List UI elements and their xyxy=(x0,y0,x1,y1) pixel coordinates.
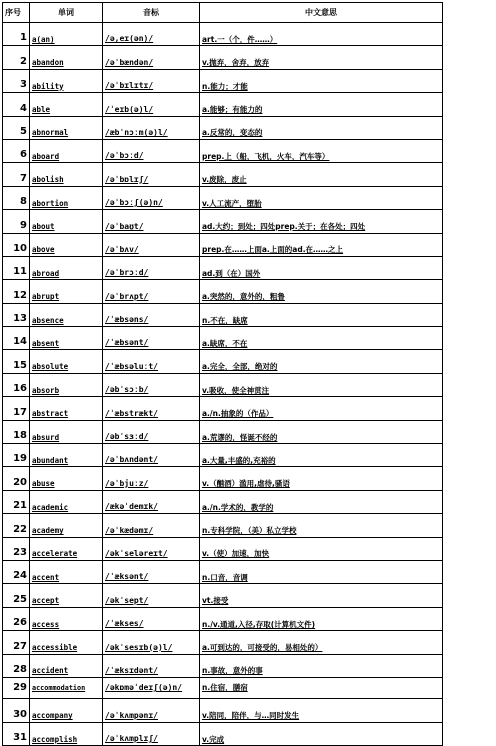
row-number: 9 xyxy=(3,210,30,233)
row-word: accessible xyxy=(30,631,103,654)
row-word: a(an) xyxy=(30,23,103,46)
table-row xyxy=(3,93,443,116)
row-meaning: ad.到（在）国外 xyxy=(200,256,443,279)
row-meaning: a.能够；有能力的 xyxy=(200,93,443,116)
row-number: 8 xyxy=(3,186,30,209)
row-meaning: a.反常的，变态的 xyxy=(200,116,443,139)
row-phonetic: /əbˈsɜːd/ xyxy=(103,420,200,443)
row-phonetic: /ækəˈdemɪk/ xyxy=(103,490,200,513)
row-number: 11 xyxy=(3,256,30,279)
row-word: accomplish xyxy=(30,722,103,745)
table-row xyxy=(3,186,443,209)
row-phonetic: /ˈæksənt/ xyxy=(103,560,200,583)
row-phonetic: /əkˈseləreɪt/ xyxy=(103,537,200,560)
row-word: aboard xyxy=(30,139,103,162)
table-row xyxy=(3,631,443,654)
header-meaning: 中文意思 xyxy=(200,3,443,23)
table-row xyxy=(3,23,443,46)
row-phonetic: /əbˈsɔːb/ xyxy=(103,373,200,396)
row-meaning: a./n.学术的，教学的 xyxy=(200,490,443,513)
row-phonetic: /əˈbɔːd/ xyxy=(103,139,200,162)
row-number: 26 xyxy=(3,607,30,630)
table-row xyxy=(3,139,443,162)
row-word: absolute xyxy=(30,350,103,373)
row-word: access xyxy=(30,607,103,630)
header-no: 序号 xyxy=(3,3,30,23)
row-meaning: v.（酗酒）滥用,虐待,骚语 xyxy=(200,467,443,490)
row-number: 15 xyxy=(3,350,30,373)
row-number: 21 xyxy=(3,490,30,513)
row-word: academic xyxy=(30,490,103,513)
row-word: abundant xyxy=(30,444,103,467)
row-number: 28 xyxy=(3,654,30,677)
row-word: academy xyxy=(30,514,103,537)
row-meaning: ad.大约；到处；四处prep.关于；在各处；四处 xyxy=(200,210,443,233)
row-number: 22 xyxy=(3,514,30,537)
row-number: 19 xyxy=(3,444,30,467)
table-row xyxy=(3,607,443,630)
row-word: abrupt xyxy=(30,280,103,303)
row-word: accommodation xyxy=(30,677,103,698)
row-phonetic: /əˈbʌndənt/ xyxy=(103,444,200,467)
row-number: 1 xyxy=(3,23,30,46)
row-phonetic: /əˈbʌv/ xyxy=(103,233,200,256)
row-number: 2 xyxy=(3,46,30,69)
table-row xyxy=(3,46,443,69)
table-row xyxy=(3,490,443,513)
row-word: accompany xyxy=(30,699,103,722)
table-row xyxy=(3,514,443,537)
header-word: 单词 xyxy=(30,3,103,23)
row-number: 16 xyxy=(3,373,30,396)
row-word: abstract xyxy=(30,397,103,420)
table-row xyxy=(3,210,443,233)
row-phonetic: /əˈbrɔːd/ xyxy=(103,256,200,279)
row-word: abortion xyxy=(30,186,103,209)
row-phonetic: /ˈeɪb(ə)l/ xyxy=(103,93,200,116)
row-meaning: a.完全，全部，绝对的 xyxy=(200,350,443,373)
row-meaning: a.缺席，不在 xyxy=(200,327,443,350)
table-row xyxy=(3,467,443,490)
table-header-row xyxy=(3,3,443,23)
table-row xyxy=(3,560,443,583)
row-phonetic: /əˈkʌmplɪʃ/ xyxy=(103,722,200,745)
table-row xyxy=(3,69,443,92)
row-meaning: n.专科学院，（美）私立学校 xyxy=(200,514,443,537)
row-phonetic: /ə,eɪ(ən)/ xyxy=(103,23,200,46)
row-number: 10 xyxy=(3,233,30,256)
row-number: 23 xyxy=(3,537,30,560)
row-phonetic: /əˈbɪlɪtɪ/ xyxy=(103,69,200,92)
row-word: abroad xyxy=(30,256,103,279)
row-number: 27 xyxy=(3,631,30,654)
row-word: able xyxy=(30,93,103,116)
table-row xyxy=(3,233,443,256)
row-number: 12 xyxy=(3,280,30,303)
table-row xyxy=(3,327,443,350)
row-phonetic: /əˈbɔːʃ(ə)n/ xyxy=(103,186,200,209)
row-meaning: n.住宿，膳宿 xyxy=(200,677,443,698)
table-row xyxy=(3,397,443,420)
row-meaning: v.完成 xyxy=(200,722,443,745)
row-meaning: v.废除，废止 xyxy=(200,163,443,186)
row-word: accent xyxy=(30,560,103,583)
table-row xyxy=(3,280,443,303)
table-row xyxy=(3,373,443,396)
row-word: abuse xyxy=(30,467,103,490)
row-word: abolish xyxy=(30,163,103,186)
row-word: about xyxy=(30,210,103,233)
row-meaning: n.口音，音调 xyxy=(200,560,443,583)
table-row xyxy=(3,699,443,722)
row-meaning: a.大量,丰盛的,充裕的 xyxy=(200,444,443,467)
row-meaning: v.（使）加速，加快 xyxy=(200,537,443,560)
row-phonetic: /əkˈsesɪb(ə)l/ xyxy=(103,631,200,654)
table-row xyxy=(3,116,443,139)
row-number: 14 xyxy=(3,327,30,350)
table-row xyxy=(3,256,443,279)
row-meaning: v.吸收，使全神贯注 xyxy=(200,373,443,396)
row-phonetic: /əkɒməˈdeɪʃ(ə)n/ xyxy=(103,677,200,698)
row-meaning: a./n.抽象的（作品） xyxy=(200,397,443,420)
table-body xyxy=(3,23,443,746)
row-phonetic: /ˈæbsəluːt/ xyxy=(103,350,200,373)
row-phonetic: /əkˈsept/ xyxy=(103,584,200,607)
row-word: abnormal xyxy=(30,116,103,139)
row-number: 18 xyxy=(3,420,30,443)
row-meaning: n./v.通道,入径,存取(计算机文件) xyxy=(200,607,443,630)
table-row xyxy=(3,350,443,373)
row-phonetic: /ˈæbstrækt/ xyxy=(103,397,200,420)
row-number: 31 xyxy=(3,722,30,745)
row-meaning: v.抛弃，舍弃，放弃 xyxy=(200,46,443,69)
table-row xyxy=(3,537,443,560)
header-phonetic: 音标 xyxy=(103,3,200,23)
row-meaning: prep.在……上面a.上面的ad.在……之上 xyxy=(200,233,443,256)
row-number: 20 xyxy=(3,467,30,490)
row-phonetic: /əˈkʌmpənɪ/ xyxy=(103,699,200,722)
row-word: absent xyxy=(30,327,103,350)
table-row xyxy=(3,303,443,326)
row-word: absorb xyxy=(30,373,103,396)
table-row xyxy=(3,722,443,745)
row-phonetic: /ˈæbsəns/ xyxy=(103,303,200,326)
row-number: 13 xyxy=(3,303,30,326)
row-phonetic: /əˈkædəmɪ/ xyxy=(103,514,200,537)
table-row xyxy=(3,654,443,677)
row-word: absurd xyxy=(30,420,103,443)
row-meaning: a.荒谬的，怪诞不经的 xyxy=(200,420,443,443)
table-row xyxy=(3,584,443,607)
row-number: 29 xyxy=(3,677,30,698)
row-meaning: a.突然的，意外的，粗鲁 xyxy=(200,280,443,303)
row-number: 30 xyxy=(3,699,30,722)
row-number: 4 xyxy=(3,93,30,116)
table-row xyxy=(3,444,443,467)
table-row xyxy=(3,420,443,443)
row-meaning: n.事故，意外的事 xyxy=(200,654,443,677)
row-phonetic: /əˈbændən/ xyxy=(103,46,200,69)
row-number: 6 xyxy=(3,139,30,162)
row-phonetic: /æbˈnɔːm(ə)l/ xyxy=(103,116,200,139)
row-meaning: vt.接受 xyxy=(200,584,443,607)
row-number: 17 xyxy=(3,397,30,420)
row-word: above xyxy=(30,233,103,256)
vocabulary-table xyxy=(2,2,443,746)
row-phonetic: /əˈbrʌpt/ xyxy=(103,280,200,303)
row-meaning: a.可到达的，可接受的，易相处的） xyxy=(200,631,443,654)
table-row xyxy=(3,163,443,186)
row-meaning: v.人工流产，堕胎 xyxy=(200,186,443,209)
row-word: accept xyxy=(30,584,103,607)
row-number: 24 xyxy=(3,560,30,583)
row-meaning: v.陪同，陪伴，与…同时发生 xyxy=(200,699,443,722)
row-meaning: n.不在，缺席 xyxy=(200,303,443,326)
row-number: 5 xyxy=(3,116,30,139)
row-meaning: prep.上（船，飞机，火车，汽车等） xyxy=(200,139,443,162)
row-meaning: art.一（个，件……） xyxy=(200,23,443,46)
row-number: 3 xyxy=(3,69,30,92)
row-number: 25 xyxy=(3,584,30,607)
row-meaning: n.能力；才能 xyxy=(200,69,443,92)
row-word: absence xyxy=(30,303,103,326)
row-phonetic: /ˈækses/ xyxy=(103,607,200,630)
row-number: 7 xyxy=(3,163,30,186)
row-phonetic: /ˈæbsənt/ xyxy=(103,327,200,350)
row-word: accident xyxy=(30,654,103,677)
table-row xyxy=(3,677,443,698)
row-word: abandon xyxy=(30,46,103,69)
row-phonetic: /əˈbaʊt/ xyxy=(103,210,200,233)
row-phonetic: /ˈæksɪdənt/ xyxy=(103,654,200,677)
row-phonetic: /əˈbɒlɪʃ/ xyxy=(103,163,200,186)
row-phonetic: /əˈbjuːz/ xyxy=(103,467,200,490)
row-word: ability xyxy=(30,69,103,92)
row-word: accelerate xyxy=(30,537,103,560)
